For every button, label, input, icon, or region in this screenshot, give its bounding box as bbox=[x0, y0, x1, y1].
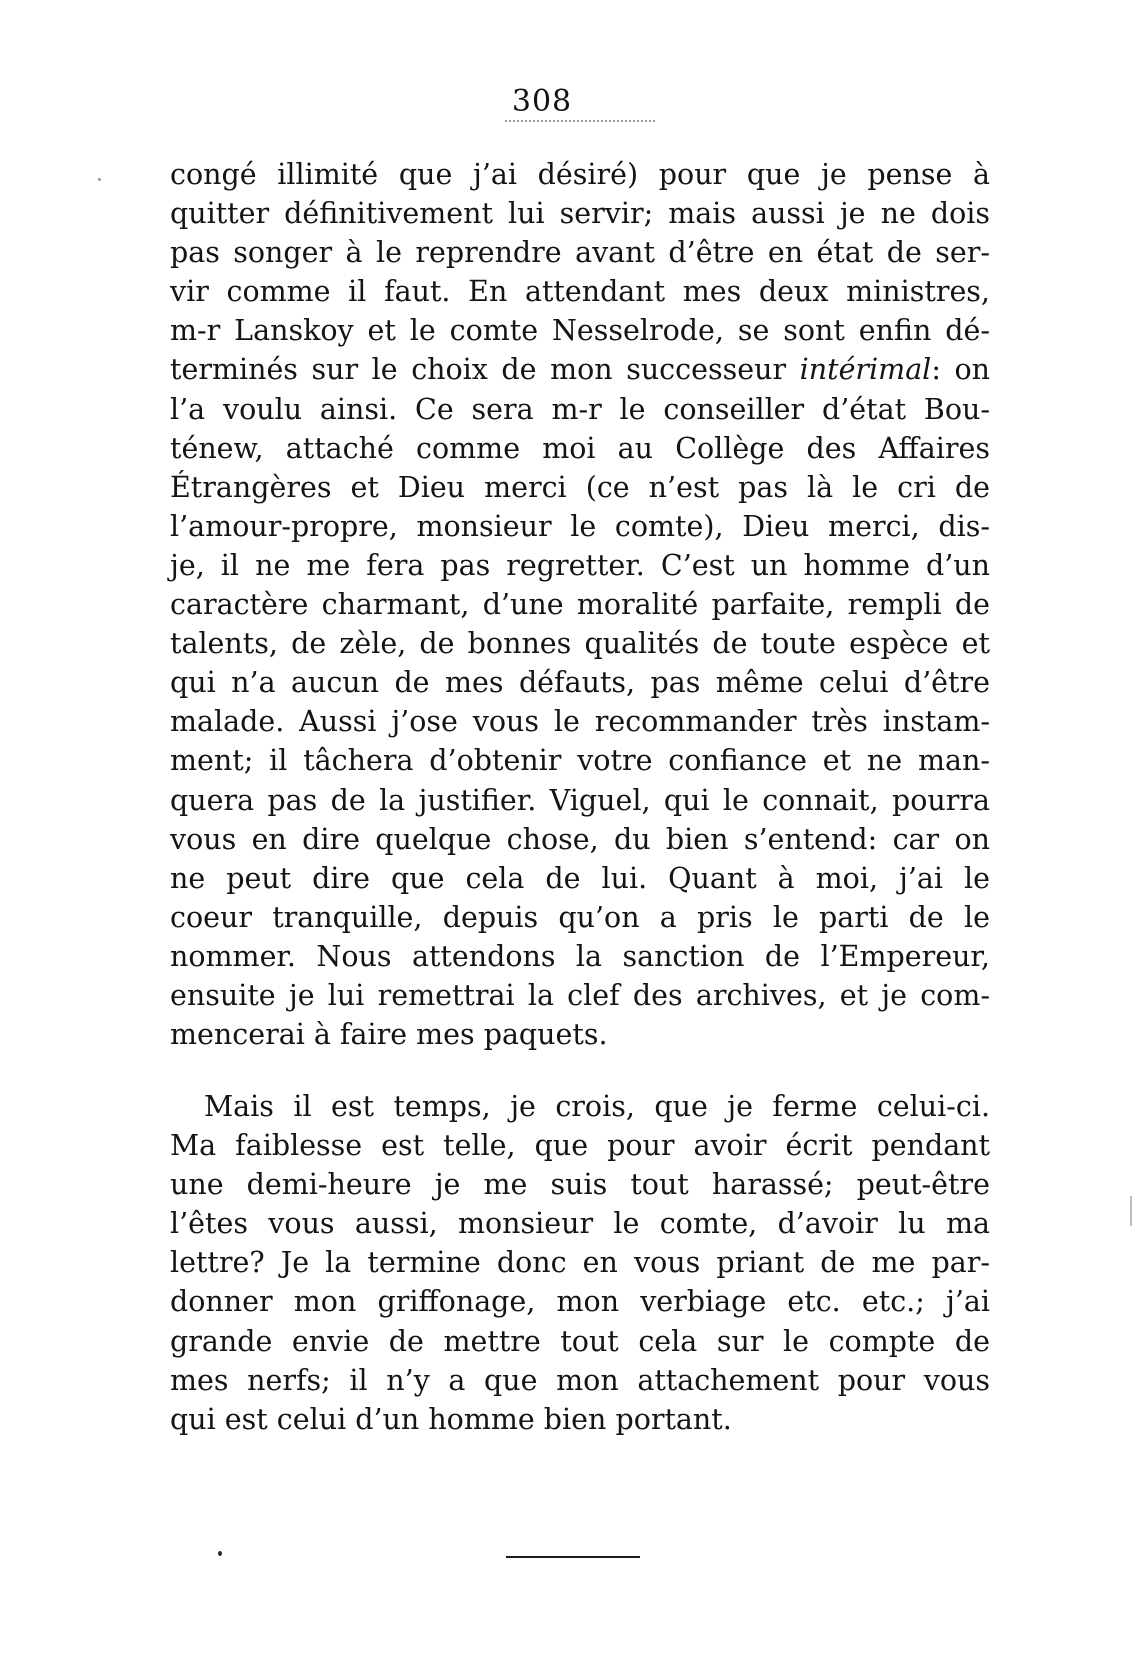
text-line: congé illimité que j’ai désiré) pour que je pense à bbox=[170, 158, 990, 191]
text-line-with-italic bbox=[170, 350, 990, 389]
text-line: vir comme il faut. En attendant mes deux ministres, bbox=[170, 275, 990, 309]
text-line: pas songer à le reprendre avant d’être en état de ser- bbox=[170, 236, 990, 270]
text-line: ensuite je lui remettrai la clef des archives, et je com- bbox=[170, 978, 990, 1012]
text-line: une demi-heure je me suis tout harassé; peut-être bbox=[170, 1168, 990, 1202]
italic-word: intérimal bbox=[799, 353, 932, 387]
text-line: qui n’a aucun de mes défauts, pas même celui d’être bbox=[170, 666, 990, 700]
text-line: Étrangères et Dieu merci (ce n’est pas là le cri de bbox=[170, 470, 990, 504]
text-line: quera pas de la justifier. Viguel, qui le connait, pourra bbox=[170, 783, 990, 817]
text-line: coeur tranquille, depuis qu’on a pris le parti de le bbox=[170, 900, 990, 934]
text-line: ne peut dire que cela de lui. Quant à moi, j’ai le bbox=[170, 861, 990, 895]
scan-edge-mark bbox=[1130, 1196, 1132, 1226]
text-line: quitter définitivement lui servir; mais aussi je ne dois bbox=[170, 197, 990, 231]
text-line: nommer. Nous attendons la sanction de l’Empereur, bbox=[170, 939, 990, 973]
text-line: talents, de zèle, de bonnes qualités de toute espèce et bbox=[170, 627, 990, 661]
text-line: m-r Lanskoy et le comte Nesselrode, se sont enfin dé- bbox=[170, 314, 990, 348]
text-line: grande envie de mettre tout cela sur le compte de bbox=[170, 1324, 990, 1358]
text-line: ténew, attaché comme moi au Collège des Affaires bbox=[170, 431, 990, 465]
text-line: l’amour-propre, monsieur le comte), Dieu merci, dis- bbox=[170, 509, 990, 543]
ink-speck bbox=[218, 1551, 222, 1556]
text-line: je, il ne me fera pas regretter. C’est un homme d’un bbox=[170, 548, 990, 582]
text-line: l’a voulu ainsi. Ce sera m-r le conseiller d’état Bou- bbox=[170, 392, 990, 426]
text-line-end: : on bbox=[931, 353, 990, 387]
ink-speck bbox=[98, 178, 101, 181]
page-number: 308 bbox=[511, 84, 573, 119]
text-line: mencerai à faire mes paquets. bbox=[170, 1018, 608, 1052]
text-line-start: terminés sur le choix de mon successeur bbox=[170, 353, 787, 387]
text-line: lettre? Je la termine donc en vous priant de me par- bbox=[170, 1246, 990, 1280]
text-line: Ma faiblesse est telle, que pour avoir écrit pendant bbox=[170, 1129, 990, 1163]
text-line: malade. Aussi j’ose vous le recommander très instam- bbox=[170, 705, 990, 739]
text-line: mes nerfs; il n’y a que mon attachement pour vous bbox=[170, 1363, 990, 1397]
paragraph-1 bbox=[170, 155, 990, 1054]
section-divider-rule bbox=[506, 1556, 640, 1558]
paragraph-2 bbox=[170, 1087, 990, 1439]
text-line: l’êtes vous aussi, monsieur le comte, d’avoir lu ma bbox=[170, 1207, 990, 1241]
text-line: vous en dire quelque chose, du bien s’entend: car on bbox=[170, 822, 990, 856]
text-line: ment; il tâchera d’obtenir votre confiance et ne man- bbox=[170, 744, 990, 778]
text-line: qui est celui d’un homme bien portant. bbox=[170, 1402, 732, 1436]
text-line: Mais il est temps, je crois, que je ferme celui-ci. bbox=[204, 1090, 990, 1123]
page-number-ornament bbox=[505, 120, 655, 122]
text-line: donner mon griffonage, mon verbiage etc. etc.; j’ai bbox=[170, 1285, 990, 1319]
text-line: caractère charmant, d’une moralité parfaite, rempli de bbox=[170, 588, 990, 622]
